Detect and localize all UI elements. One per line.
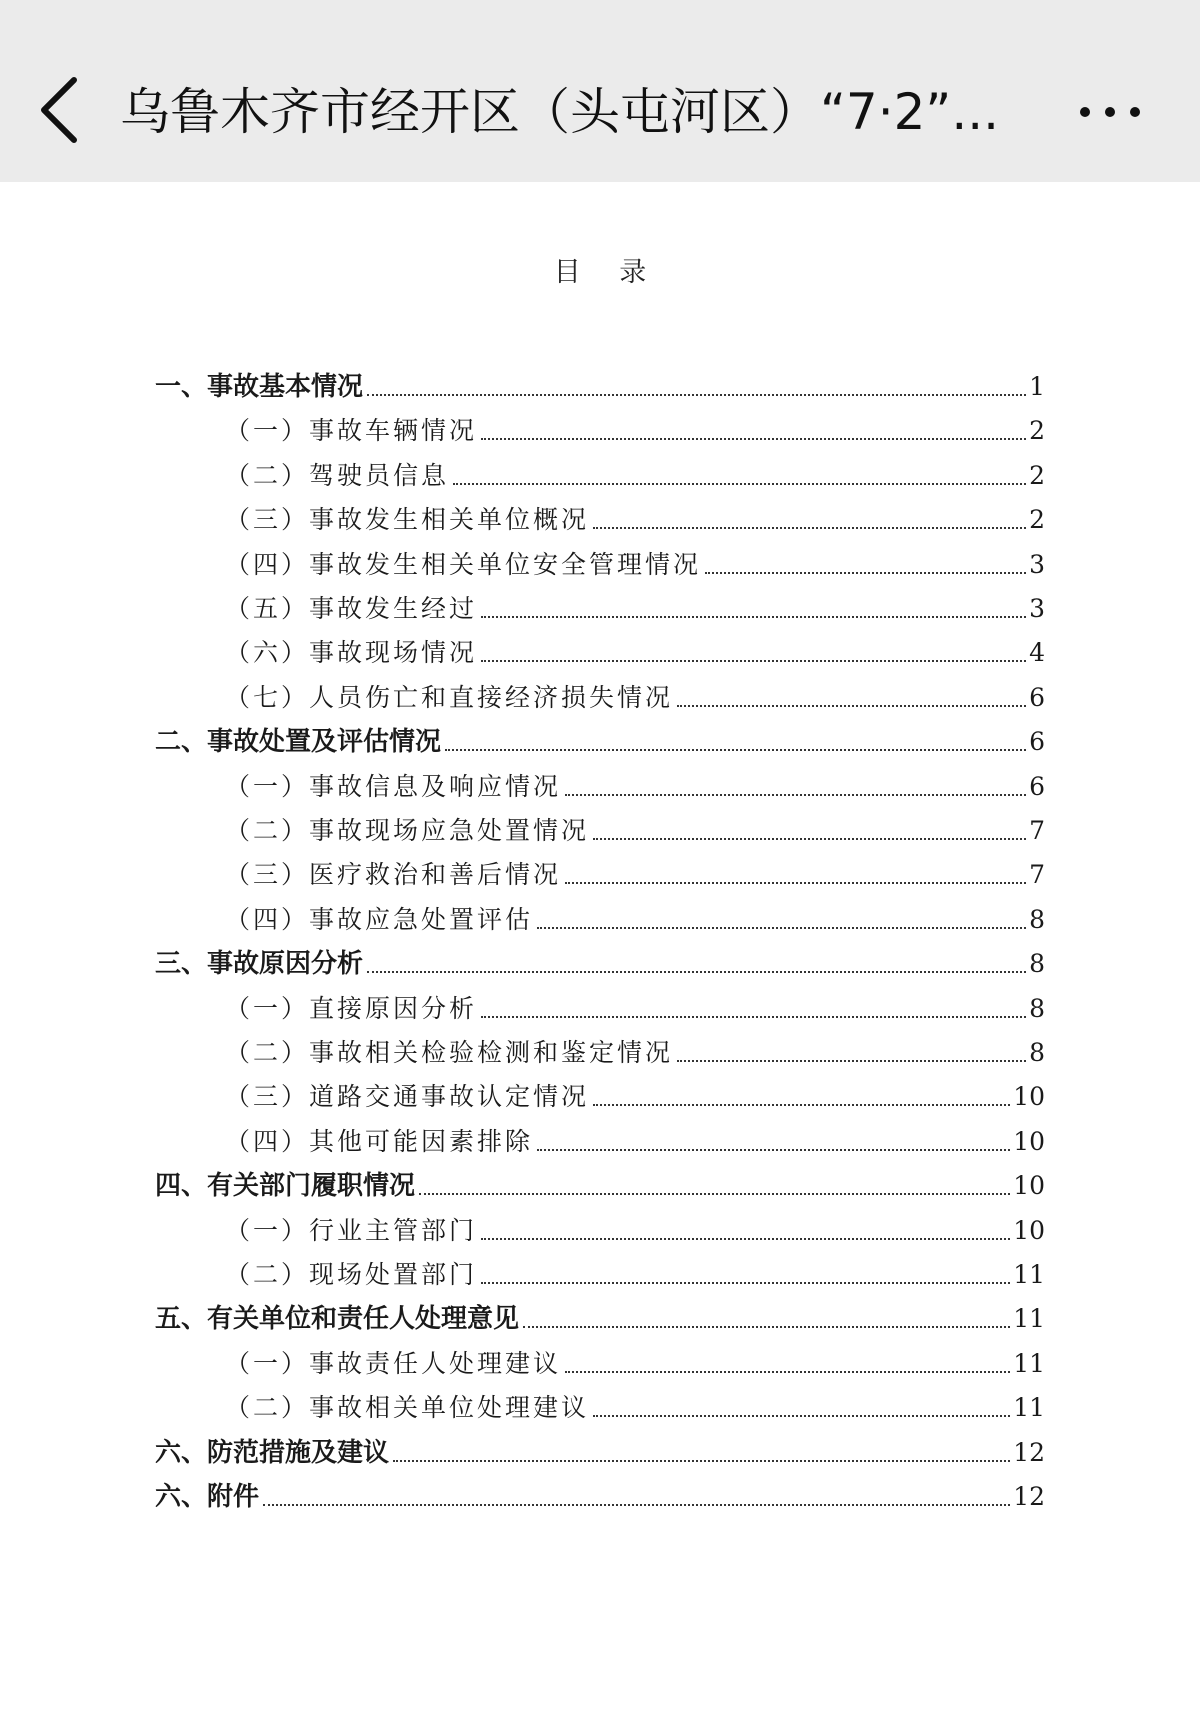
toc-section-entry[interactable] [155, 719, 1045, 759]
toc-heading: 目 录 [553, 257, 647, 288]
toc-entry-label: 一、事故基本情况 [155, 372, 364, 402]
toc-page-number: 11 [1013, 1260, 1045, 1289]
toc-entry-label: （四）事故应急处置评估 [225, 904, 534, 934]
toc-entry-label: 五、有关单位和责任人处理意见 [155, 1304, 520, 1335]
toc-page-number: 6 [1029, 771, 1045, 801]
toc-dot-leader [445, 748, 1026, 751]
toc-subsection-entry[interactable] [225, 1119, 1045, 1159]
toc-entry-label: （一）直接原因分析 [225, 993, 478, 1023]
toc-entry-label: 六、防范措施及建议 [155, 1437, 390, 1468]
toc-page-number: 10 [1013, 1215, 1045, 1245]
toc-subsection-entry[interactable] [225, 1341, 1045, 1381]
toc-page-number: 3 [1029, 594, 1045, 623]
toc-entry-label: （二）事故现场应急处置情况 [225, 816, 590, 845]
app-bar [0, 0, 1200, 182]
toc-entry-label: （二）事故相关单位处理建议 [225, 1393, 590, 1423]
toc-dot-leader [565, 881, 1026, 884]
toc-dot-leader [393, 1459, 1010, 1462]
more-horizontal-icon[interactable] [1075, 90, 1145, 134]
toc-dot-leader [453, 482, 1026, 485]
toc-entry-label: （七）人员伤亡和直接经济损失情况 [225, 682, 674, 712]
toc-page-number: 8 [1029, 904, 1045, 934]
toc-entry-label: 二、事故处置及评估情况 [155, 727, 442, 758]
toc-dot-leader [367, 970, 1026, 973]
toc-entry-label: （二）事故相关检验检测和鉴定情况 [225, 1038, 674, 1067]
toc-page-number: 10 [1013, 1082, 1045, 1112]
toc-dot-leader [481, 615, 1026, 618]
toc-page-number: 11 [1013, 1393, 1045, 1423]
toc-subsection-entry[interactable] [225, 1030, 1045, 1070]
toc-page-number: 7 [1029, 816, 1045, 845]
toc-section-entry[interactable] [155, 364, 1045, 404]
toc-entry-label: 三、事故原因分析 [155, 949, 364, 980]
toc-subsection-entry[interactable] [225, 453, 1045, 493]
toc-subsection-entry[interactable] [225, 1208, 1045, 1248]
toc-entry-label: （一）行业主管部门 [225, 1215, 478, 1245]
toc-dot-leader [565, 793, 1026, 796]
toc-dot-leader [263, 1503, 1010, 1506]
toc-page-number: 8 [1029, 993, 1045, 1023]
toc-entry-label: （一）事故信息及响应情况 [225, 771, 562, 801]
toc-entry-label: （三）道路交通事故认定情况 [225, 1082, 590, 1112]
toc-dot-leader [593, 526, 1026, 529]
toc-page-number: 11 [1013, 1304, 1045, 1334]
toc-page-number: 8 [1029, 949, 1045, 979]
toc-page-number: 7 [1029, 860, 1045, 890]
toc-dot-leader [677, 704, 1026, 707]
toc-dot-leader [419, 1192, 1010, 1195]
toc-dot-leader [481, 1015, 1026, 1018]
toc-dot-leader [565, 1370, 1010, 1373]
document-title: 乌鲁木齐市经开区（头屯河区）“7·2”... [120, 83, 1000, 141]
toc-dot-leader [537, 926, 1026, 929]
toc-entry-label: （四）事故发生相关单位安全管理情况 [225, 549, 702, 579]
toc-dot-leader [481, 1237, 1010, 1240]
toc-subsection-entry[interactable] [225, 764, 1045, 804]
toc-page-number: 1 [1029, 372, 1045, 401]
toc-section-entry[interactable] [155, 1474, 1045, 1514]
toc-entry-label: （二）驾驶员信息 [225, 460, 450, 490]
toc-entry-label: （一）事故责任人处理建议 [225, 1348, 562, 1378]
toc-entry-label: （一）事故车辆情况 [225, 416, 478, 446]
toc-entry-label: （四）其他可能因素排除 [225, 1126, 534, 1156]
toc-page-number: 2 [1029, 505, 1045, 535]
toc-page-number: 6 [1029, 682, 1045, 712]
toc-page-number: 3 [1029, 549, 1045, 579]
toc-section-entry[interactable] [155, 941, 1045, 981]
toc-subsection-entry[interactable] [225, 852, 1045, 892]
toc-subsection-entry[interactable] [225, 897, 1045, 937]
toc-dot-leader [537, 1148, 1010, 1151]
toc-section-entry[interactable] [155, 1163, 1045, 1203]
toc-page-number: 2 [1029, 416, 1045, 446]
toc-dot-leader [677, 1059, 1026, 1062]
toc-page-number: 4 [1029, 638, 1045, 668]
toc-dot-leader [481, 1281, 1010, 1284]
toc-subsection-entry[interactable] [225, 1252, 1045, 1292]
toc-subsection-entry[interactable] [225, 1074, 1045, 1114]
toc-entry-label: （五）事故发生经过 [225, 594, 478, 623]
chevron-left-icon[interactable] [30, 72, 90, 148]
toc-entry-label: （六）事故现场情况 [225, 638, 478, 668]
toc-section-entry[interactable] [155, 1296, 1045, 1336]
toc-dot-leader [593, 837, 1026, 840]
toc-dot-leader [593, 1103, 1010, 1106]
toc-subsection-entry[interactable] [225, 986, 1045, 1026]
toc-page-number: 11 [1013, 1348, 1045, 1378]
toc-entry-label: 四、有关部门履职情况 [155, 1171, 416, 1202]
toc-subsection-entry[interactable] [225, 1385, 1045, 1425]
toc-subsection-entry[interactable] [225, 586, 1045, 626]
toc-entry-label: （三）事故发生相关单位概况 [225, 505, 590, 535]
toc-dot-leader [481, 437, 1026, 440]
toc-subsection-entry[interactable] [225, 497, 1045, 537]
toc-page-number: 6 [1029, 727, 1045, 757]
toc-page-number: 12 [1013, 1482, 1045, 1511]
toc-page-number: 8 [1029, 1038, 1045, 1067]
toc-dot-leader [481, 659, 1026, 662]
toc-dot-leader [523, 1325, 1010, 1328]
toc-subsection-entry[interactable] [225, 408, 1045, 448]
toc-entry-label: （二）现场处置部门 [225, 1260, 478, 1289]
toc-page-number: 10 [1013, 1126, 1045, 1156]
toc-page-number: 10 [1013, 1171, 1045, 1201]
document-page [0, 182, 1200, 1711]
toc-entry-label: 六、附件 [155, 1482, 260, 1512]
toc-section-entry[interactable] [155, 1430, 1045, 1470]
toc-subsection-entry[interactable] [225, 542, 1045, 582]
toc-dot-leader [593, 1414, 1010, 1417]
toc-dot-leader [705, 571, 1026, 574]
toc-list [0, 182, 1200, 1711]
toc-page-number: 2 [1029, 460, 1045, 490]
toc-dot-leader [367, 393, 1026, 396]
toc-subsection-entry[interactable] [225, 675, 1045, 715]
toc-subsection-entry[interactable] [225, 630, 1045, 670]
toc-entry-label: （三）医疗救治和善后情况 [225, 860, 562, 890]
toc-page-number: 12 [1013, 1437, 1045, 1467]
toc-subsection-entry[interactable] [225, 808, 1045, 848]
